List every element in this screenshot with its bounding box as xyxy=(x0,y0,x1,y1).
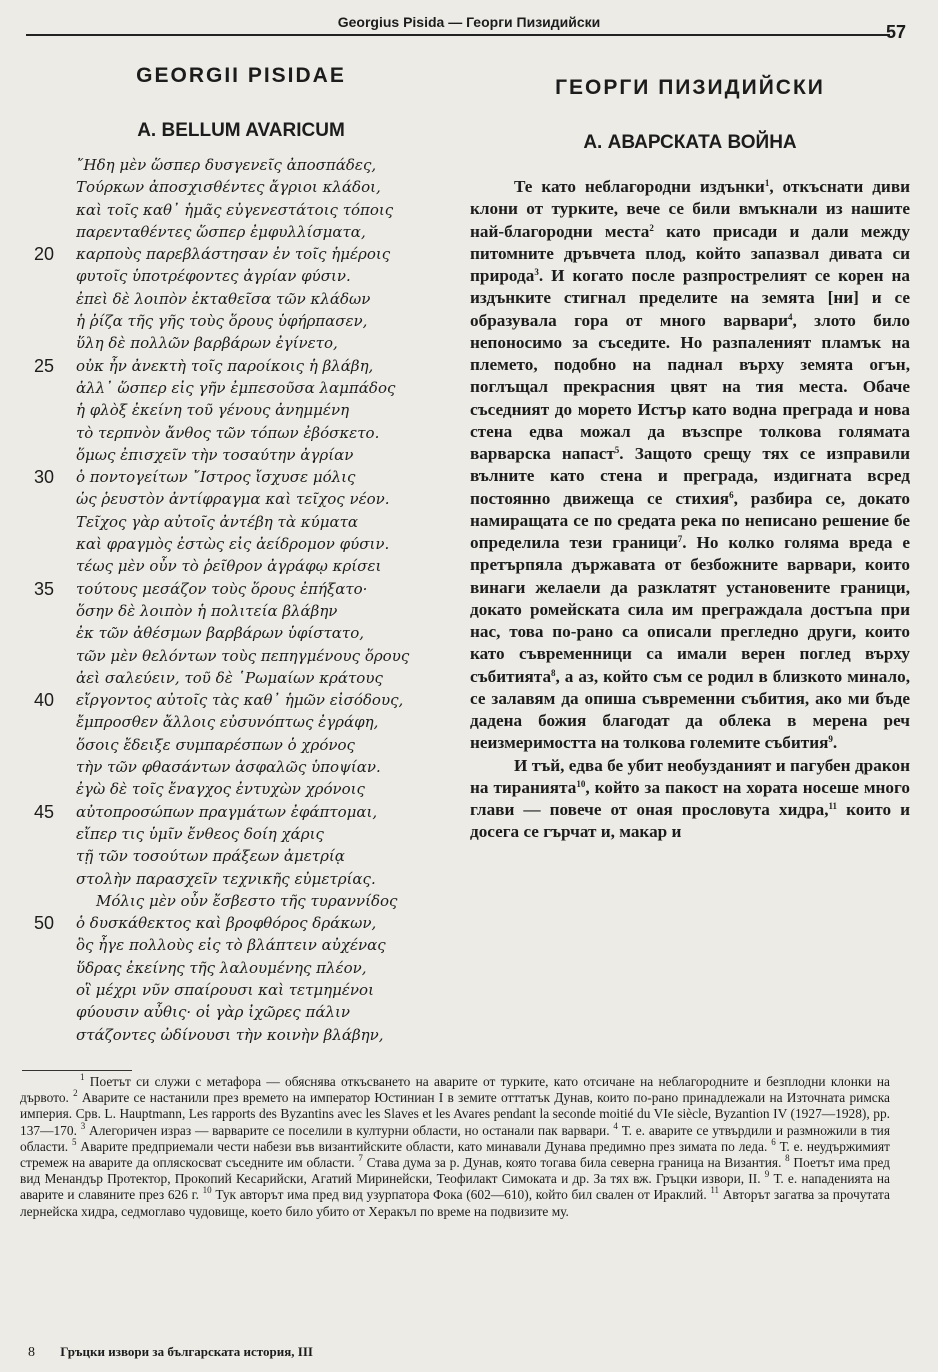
verse-text: στάζοντες ὠδίνουσι τὴν κοινὴν βλάβην, xyxy=(76,1025,384,1044)
footer-title: Гръцки извори за българската история, III xyxy=(60,1344,313,1359)
verse-text: τούτους μεσάζον τοὺς ὅρους ἐπήξατο· xyxy=(76,579,368,598)
text-run: . Но колко голяма вреда е претърпяла държавата от безбожните варвари, които винаги желаели да разклатят установените граници, докато ромейската сила им преграждала достъпа при нас, това по-рано са описали прегледно други, които като съвременници са имали верен поглед върху събитията xyxy=(470,533,910,686)
verse-line xyxy=(16,600,466,622)
verse-text: φυτοῖς ὑποτρέφοντες ἀγρίαν φύσιν. xyxy=(76,267,351,286)
footnotes xyxy=(20,1074,890,1220)
line-number: 50 xyxy=(34,913,55,934)
footnote-ref: 7 xyxy=(358,1153,363,1164)
text-run: , злото било непоносимо за съседите. Но разпаленият пламък на племето, подобно на паднал върху земята огън, поглъщал прекрасния цвят на тия места. Обаче съседният до морето Истър като водна преграда и нова стена едва можал да възспре толкова голямата варварска напаст xyxy=(470,310,910,463)
verse-text: εἴργοντος αὐτοῖς τὰς καθ᾿ ἡμῶν εἰσόδους, xyxy=(76,691,404,710)
translation-paragraph-2 xyxy=(470,755,910,844)
verse-line xyxy=(16,243,466,265)
text-run: Авторът загатва за прочутата лернейска хидра, седмоглаво чудовище, което било убито от Херакъл по време на подвизите му. xyxy=(20,1187,890,1219)
verse-line xyxy=(16,199,466,221)
footnote-ref: 3 xyxy=(80,1120,86,1131)
verse-text: ἡ ῥίζα τῆς γῆς τοὺς ὅρους ὑφήρπασεν, xyxy=(76,312,368,331)
verse-line xyxy=(16,355,466,377)
verse-line xyxy=(16,645,466,667)
verse-text: Τούρκων ἀποσχισθέντες ἄγριοι κλάδοι, xyxy=(76,178,381,197)
footnote-ref: 7 xyxy=(677,534,683,544)
verse-text: οὐκ ἦν ἀνεκτὴ τοῖς παροίκοις ἡ βλάβη, xyxy=(76,356,374,375)
line-number: 45 xyxy=(34,801,55,822)
verse-line xyxy=(16,845,466,867)
footnote-ref: 10 xyxy=(202,1185,212,1196)
verse-text: παρενταθέντες ὥσπερ ἐμφυλλίσματα, xyxy=(76,222,366,241)
text-run: , разбира се, докато намиращата се по средата река по неписано решение бе определила тези граници xyxy=(470,488,910,552)
verse-line xyxy=(16,756,466,778)
verse-line xyxy=(16,801,466,823)
verse-line xyxy=(16,868,466,890)
footnote-ref: 5 xyxy=(72,1136,77,1147)
text-run: И тъй, едва бе убит необузданият и пагубен дракон на тиранията xyxy=(470,755,910,797)
verse-line xyxy=(16,533,466,555)
line-number: 20 xyxy=(34,244,55,265)
greek-column xyxy=(16,62,466,1046)
text-run: като присади и дали между питомните дръвчета плод, който запазвал дивата си природа xyxy=(470,221,910,285)
page-footer xyxy=(28,1344,313,1361)
greek-subtitle: A. BELLUM AVARICUM xyxy=(137,120,345,141)
verse-text: καρποὺς παρεβλάστησαν ἐν τοῖς ἡμέροις xyxy=(76,245,391,264)
verse-line xyxy=(16,934,466,956)
verse-text: ὅσην δὲ λοιπὸν ἡ πολιτεία βλάβην xyxy=(76,601,338,620)
verse-line xyxy=(16,1024,466,1046)
footnote-ref: 3 xyxy=(534,267,539,277)
footnote-ref: 8 xyxy=(551,667,556,678)
footnote-ref: 11 xyxy=(828,801,838,811)
text-run: Аварите се настанили през времето на император Юстиниан I в земите отттатък Дунав, които по-рано принадлежали на Източната римска империя. Срв. L. Hauptmann, Les rapports des Byzantins avec les Slaves et les Avares pendant la seconde moitié du VIe siècle, Byzantion IV (1927—1928), pp. 137—170. xyxy=(20,1090,890,1138)
verse-text: ἀεὶ σαλεύειν, τοῦ δὲ ῾Ρωμαίων κράτους xyxy=(76,668,383,687)
greek-title: GEORGII PISIDAE xyxy=(136,64,346,87)
verse-line xyxy=(16,310,466,332)
footnote-ref: 11 xyxy=(710,1185,720,1196)
line-number: 25 xyxy=(34,355,55,376)
text-run: които и досега се гърчат и, макар и xyxy=(470,800,910,842)
header-rule xyxy=(26,34,890,36)
verse-text: Μόλις μὲν οὖν ἔσβεστο τῆς τυραννίδος xyxy=(96,891,398,910)
verse-text: αὐτοπροσώπων πραγμάτων ἐφάπτομαι, xyxy=(76,802,378,821)
text-run: Алегоричен израз — варварите се поселили в културни области, но останали пак варвари. xyxy=(85,1122,614,1138)
verse-text: ὕδρας ἐκείνης τῆς λαλουμένης πλέον, xyxy=(76,958,367,977)
page-header xyxy=(18,8,920,42)
running-title: Georgius Pisida — Георги Пизидийски xyxy=(337,14,601,30)
verse-line xyxy=(16,221,466,243)
verse-text: τέως μὲν οὖν τὸ ῥεῖθρον ἀγράφῳ κρίσει xyxy=(76,557,382,576)
footnote-ref: 8 xyxy=(785,1153,790,1164)
verse-text: ἀλλ᾿ ὥσπερ εἰς γῆν ἐμπεσοῦσα λαμπάδος xyxy=(76,378,396,397)
verse-line xyxy=(16,912,466,934)
footnote-ref: 1 xyxy=(80,1072,85,1082)
verse-text: ὃς ἦγε πολλοὺς εἰς τὸ βλάπτειν αὐχένας xyxy=(76,936,386,955)
bulgarian-column xyxy=(470,62,910,844)
verse-line xyxy=(16,711,466,733)
verse-text: οἳ μέχρι νῦν σπαίρουσι καὶ τετμημένοι xyxy=(76,980,374,999)
bulgarian-subtitle: А. АВАРСКАТА ВОЙНА xyxy=(583,132,797,153)
line-number: 30 xyxy=(34,467,55,488)
verse-line xyxy=(16,1001,466,1023)
line-number: 40 xyxy=(34,690,55,711)
translation-paragraph-1 xyxy=(470,176,910,755)
verse-line xyxy=(16,823,466,845)
verse-line xyxy=(16,689,466,711)
verse-text: τῶν μὲν θελόντων τοὺς πεπηγμένους ὅρους xyxy=(76,646,410,665)
bulgarian-title: ГЕОРГИ ПИЗИДИЙСКИ xyxy=(555,76,825,99)
text-run: Тук авторът има пред вид узурпатора Фока (602—610), който бил свален от Ираклий. xyxy=(211,1187,711,1203)
verse-line xyxy=(16,466,466,488)
footnote-rule xyxy=(22,1070,132,1071)
verse-text: φύουσιν αὖθις· οἱ γὰρ ἰχῶρες πάλιν xyxy=(76,1003,350,1022)
footnote-ref: 6 xyxy=(771,1136,776,1147)
footnote-ref: 10 xyxy=(576,778,586,789)
verse-text: ἐκ τῶν ἀθέσμων βαρβάρων ὑφίστατο, xyxy=(76,624,365,643)
verse-text: ὅμως ἐπισχεῖν τὴν τοσαύτην ἀγρίαν xyxy=(76,445,354,464)
verse-line xyxy=(16,778,466,800)
greek-verse xyxy=(16,154,466,1046)
verse-line xyxy=(16,957,466,979)
verse-line xyxy=(16,399,466,421)
text-run: , който за пакост на хората носеше много глави — повече от оная прословута хидра, xyxy=(470,777,910,819)
verse-text: τὸ τερπνὸν ἄνθος τῶν τόπων ἐβόσκετο. xyxy=(76,423,380,442)
verse-line xyxy=(16,332,466,354)
footnote-ref: 5 xyxy=(614,445,620,455)
verse-line xyxy=(16,154,466,176)
text-run: Т. е. нападенията на аварите и славяните през 626 г. xyxy=(20,1171,891,1203)
footnote-ref: 4 xyxy=(613,1120,618,1131)
verse-text: ῎Ηδη μὲν ὥσπερ δυσγενεῖς ἀποσπάδες, xyxy=(76,156,377,174)
verse-text: ὕλη δὲ πολλῶν βαρβάρων ἐγίνετο, xyxy=(76,334,338,353)
verse-text: καὶ τοῖς καθ᾿ ἡμᾶς εὐγενεστάτοις τόποις xyxy=(76,200,394,219)
verse-line xyxy=(16,176,466,198)
verse-line xyxy=(16,890,466,912)
verse-line xyxy=(16,667,466,689)
text-run: Т. е. неудържимият стремеж на аварите да опляскосват съседните им области. xyxy=(20,1138,890,1171)
text-run: Аварите предприемали чести набези във византийските области, като минавали Дунава предимно през зимата по леда. xyxy=(76,1138,772,1154)
verse-line xyxy=(16,622,466,644)
verse-line xyxy=(16,265,466,287)
page-number: 57 xyxy=(885,22,906,42)
footnote-ref: 1 xyxy=(764,178,770,188)
footnote-ref: 4 xyxy=(788,311,793,322)
footnote-paragraph xyxy=(20,1074,890,1220)
verse-line xyxy=(16,488,466,510)
text-run: Т. е. аварите се утвърдили и размножили в тия области. xyxy=(20,1122,890,1154)
verse-text: ἡ φλὸξ ἐκείνη τοῦ γένους ἀνημμένη xyxy=(76,401,350,420)
text-run: Поетът има пред вид Менандър Протектор, Прокопий Кесарийски, Агатий Миринейски, Теофилакт Симоката и др. За тях вж. Гръцки извори, II. xyxy=(20,1155,890,1187)
verse-text: ὅσοις ἔδειξε συμπαρέσπων ὁ χρόνος xyxy=(76,735,355,754)
verse-line xyxy=(16,377,466,399)
verse-line xyxy=(16,555,466,577)
verse-text: ἐγὼ δὲ τοῖς ἔναγχος ἐντυχὼν χρόνοις xyxy=(76,780,365,799)
verse-line xyxy=(16,422,466,444)
verse-text: Τεῖχος γὰρ αὐτοῖς ἀντέβη τὰ κύματα xyxy=(76,512,359,531)
text-run: Те като неблагородни издънки xyxy=(514,177,765,196)
signature-mark: 8 xyxy=(28,1345,35,1360)
footnote-ref: 9 xyxy=(828,734,833,745)
verse-text: ὁ δυσκάθεκτος καὶ βροφθόρος δράκων, xyxy=(76,914,377,933)
verse-text: στολὴν παρασχεῖν τεχνικῆς εὐμετρίας. xyxy=(76,869,376,888)
verse-text: εἴπερ τις ὑμῖν ἔνθεος δοίη χάρις xyxy=(76,824,324,843)
verse-text: ἔμπροσθεν ἄλλοις εὐσυνόπτως ἐγράφη, xyxy=(76,713,379,732)
verse-line xyxy=(16,444,466,466)
footnote-ref: 2 xyxy=(73,1088,78,1099)
text-run: . Защото срещу тях се изправили вълните като стена и преграда, издигната всред постоянно движеща се стихия xyxy=(470,444,910,508)
line-number: 35 xyxy=(34,578,55,599)
text-run: . xyxy=(832,733,838,753)
verse-text: τῇ τῶν τοσούτων πράξεων ἀμετρίᾳ xyxy=(76,847,345,866)
verse-line xyxy=(16,511,466,533)
text-run: . И когато после разпрострелият се корен на издънките стигнал пределите на земята [ни] и се образувала гора от много варвари xyxy=(470,266,910,330)
footnote-ref: 6 xyxy=(729,489,734,500)
verse-line xyxy=(16,979,466,1001)
text-run: Поетът си служи с метафора — обяснява откъсването на аварите от турките, като отсичане на неблагородните и безплодни клонки на дървото. xyxy=(20,1074,890,1106)
text-run: , а аз, който съм се родил в близкото минало, се залавям да опиша съвременни събития, ако ми бъде дадена божия благодат да облека в мерена реч неизмеримостта на толкова големите събития xyxy=(470,666,910,753)
footnote-ref: 2 xyxy=(649,222,654,233)
verse-text: ὡς ῥευστὸν ἀντίφραγμα καὶ τεῖχος νέον. xyxy=(76,490,390,509)
text-run: , откъснати диви клони от турките, вече се били вмъкнали из нашите най-благородни места xyxy=(470,177,911,241)
verse-text: τὴν τῶν φθασάντων ἀσφαλῶς ὑποψίαν. xyxy=(76,758,381,777)
verse-text: ἐπεὶ δὲ λοιπὸν ἐκταθεῖσα τῶν κλάδων xyxy=(76,289,371,308)
text-run: Става дума за р. Дунав, която тогава била северна граница на Византия. xyxy=(362,1155,786,1171)
verse-line xyxy=(16,578,466,600)
footnote-ref: 9 xyxy=(764,1169,770,1180)
bulgarian-translation xyxy=(470,176,910,844)
verse-line xyxy=(16,288,466,310)
verse-line xyxy=(16,734,466,756)
verse-text: καὶ φραγμὸς ἐστὼς εἰς ἀείδρομον φύσιν. xyxy=(76,535,390,554)
verse-text: ὁ ποντογείτων ῎Ιστρος ἴσχυσε μόλις xyxy=(76,468,356,487)
